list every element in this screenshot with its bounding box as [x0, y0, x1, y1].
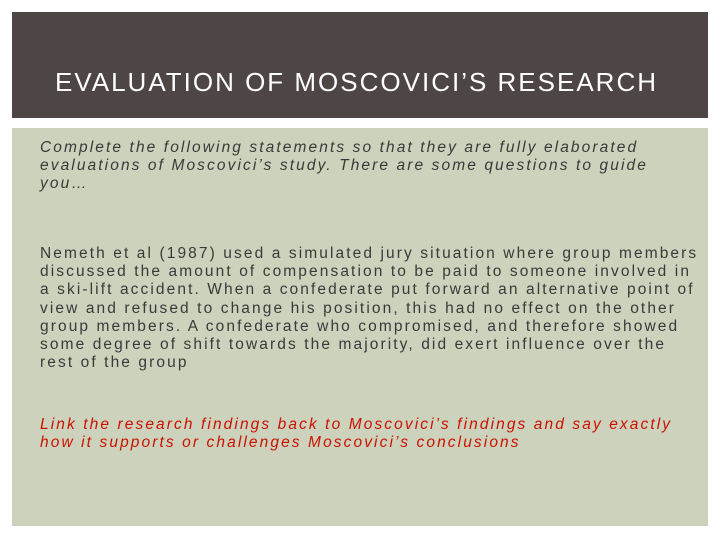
task-text: Link the research findings back to Moscovici’s findings and say exactly how it supports or challenges Moscovici’s conclusions	[40, 416, 673, 452]
slide-title: EVALUATION OF MOSCOVICI’S RESEARCH	[55, 67, 659, 97]
content-panel	[12, 128, 708, 526]
study-text: Nemeth et al (1987) used a simulated jury situation where group members discussed the amount of compensation to be paid to someone involved in a ski-lift accident. When a confederate put forward an alternative point of view and refused to change his position, this had no effect on the other group members. A confederate who compromised, and therefore showed some degree of shift towards the majority, did exert influence over the rest of the group	[40, 245, 699, 372]
intro-text: Complete the following statements so that they are fully elaborated evaluations of Moscovici’s study. There are some questions to guide you…	[40, 139, 648, 193]
title-bar	[12, 12, 708, 118]
